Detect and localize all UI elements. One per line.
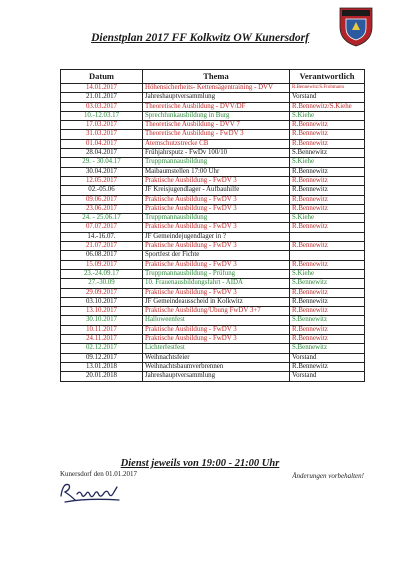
theme-cell: Theoretische Ausbildung - DVV/DF (143, 102, 290, 111)
date-cell: 15.09.2017 (61, 260, 143, 269)
date-cell: 01.04.2017 (61, 139, 143, 148)
table-row (61, 130, 365, 139)
responsible-cell: Vorstand (290, 93, 365, 102)
theme-cell: Praktische Ausbildung - FwDV 3 (143, 204, 290, 213)
changes-note: Änderungen vorbehalten! (292, 472, 364, 480)
responsible-cell: R.Bennewitz (290, 130, 365, 139)
theme-cell: Höhensicherheits- Kettensägentraining - DVV (143, 84, 290, 93)
table-row (61, 372, 365, 381)
responsible-cell: R.Bennewitz (290, 362, 365, 371)
table-row (61, 344, 365, 353)
table-row (61, 251, 365, 260)
theme-cell: Halloweenfest (143, 316, 290, 325)
responsible-cell: R.Bennewitz (290, 195, 365, 204)
responsible-cell: R.Bennewitz (290, 204, 365, 213)
responsible-cell: R.Bennewitz (290, 186, 365, 195)
date-cell: 10.-12.03.17 (61, 111, 143, 120)
table-row (61, 214, 365, 223)
theme-cell: JF Gemeindejugendlager in ? (143, 232, 290, 241)
header-date: Datum (61, 70, 143, 84)
date-cell: 30.04.2017 (61, 167, 143, 176)
responsible-cell (290, 251, 365, 260)
responsible-cell: R.Bennewitz (290, 325, 365, 334)
table-row (61, 195, 365, 204)
date-cell: 29. - 30.04.17 (61, 158, 143, 167)
theme-cell: Truppmannausbildung (143, 214, 290, 223)
theme-cell: Theoretische Ausbildung - DVV 7 (143, 121, 290, 130)
table-row (61, 325, 365, 334)
responsible-cell: R.Bennewitz (290, 242, 365, 251)
responsible-cell: S.Bennewitz (290, 279, 365, 288)
date-cell: 23.06.2017 (61, 204, 143, 213)
date-cell: 03.10.2017 (61, 297, 143, 306)
responsible-cell: R.Bennewitz (290, 307, 365, 316)
responsible-cell: R.Bennewitz (290, 139, 365, 148)
theme-cell: Praktische Ausbildung - FwDV 3 (143, 288, 290, 297)
responsible-cell: R.Bennewitz/S.Kiehe (290, 102, 365, 111)
table-header-row (61, 70, 365, 84)
table-row (61, 176, 365, 185)
date-cell: 31.03.2017 (61, 130, 143, 139)
theme-cell: Sportfest der Fichte (143, 251, 290, 260)
date-cell: 03.03.2017 (61, 102, 143, 111)
table-row (61, 149, 365, 158)
responsible-cell: S.Bennewitz (290, 149, 365, 158)
responsible-cell: R.Bennewitz (290, 121, 365, 130)
date-cell: 28.04.2017 (61, 149, 143, 158)
theme-cell: Jahreshauptversammlung (143, 93, 290, 102)
date-cell: 23.-24.09.17 (61, 269, 143, 278)
table-row (61, 335, 365, 344)
header-responsible: Verantwortlich (290, 70, 365, 84)
responsible-cell: S.Bennewitz (290, 344, 365, 353)
table-row (61, 111, 365, 120)
table-row (61, 297, 365, 306)
date-cell: 10.11.2017 (61, 325, 143, 334)
page-title: Dienstplan 2017 FF Kolkwitz OW Kunersdorf (91, 32, 309, 44)
table-row (61, 269, 365, 278)
theme-cell: 10. Frauenausbildungsfahrt - AIDA (143, 279, 290, 288)
responsible-cell: S.Bennewitz (290, 316, 365, 325)
theme-cell: Maibaumstellen 17:00 Uhr (143, 167, 290, 176)
date-cell: 09.06.2017 (61, 195, 143, 204)
date-cell: 13.10.2017 (61, 307, 143, 316)
table-row (61, 186, 365, 195)
theme-cell: Jahreshauptversammlung (143, 372, 290, 381)
table-row (61, 307, 365, 316)
theme-cell: Praktische Ausbildung - FwDV 3 (143, 260, 290, 269)
table-row (61, 316, 365, 325)
duty-schedule-table (60, 69, 365, 382)
responsible-cell: R.Bennewitz (290, 223, 365, 232)
date-cell: 24.11.2017 (61, 335, 143, 344)
date-cell: 30.10.2017 (61, 316, 143, 325)
responsible-cell: R.Bennewitz (290, 297, 365, 306)
table-row (61, 232, 365, 241)
theme-cell: Theoretische Ausbildung - FwDV 3 (143, 130, 290, 139)
responsible-cell: R.Bennewitz/S.Frohmann (290, 84, 365, 93)
date-cell: 09.12.2017 (61, 353, 143, 362)
theme-cell: Praktische Ausbildung - FwDV 3 (143, 325, 290, 334)
responsible-cell: S.Kiehe (290, 214, 365, 223)
theme-cell: Praktische Ausbildung/Übung FwDV 3+7 (143, 307, 290, 316)
date-cell: 20.01.2018 (61, 372, 143, 381)
table-row (61, 279, 365, 288)
date-cell: 27.-30.09 (61, 279, 143, 288)
responsible-cell: R.Bennewitz (290, 176, 365, 185)
theme-cell: Praktische Ausbildung - FwDV 3 (143, 176, 290, 185)
responsible-cell: R.Bennewitz (290, 288, 365, 297)
service-time-note: Dienst jeweils von 19:00 - 21:00 Uhr (120, 458, 280, 469)
theme-cell: Weihnachtsfeier (143, 353, 290, 362)
table-row (61, 260, 365, 269)
date-cell: 21.07.2017 (61, 242, 143, 251)
theme-cell: Atemschutzstrecke CB (143, 139, 290, 148)
theme-cell: Praktische Ausbildung - FwDV 3 (143, 195, 290, 204)
date-cell: 02.-05.06 (61, 186, 143, 195)
table-row (61, 93, 365, 102)
table-row (61, 242, 365, 251)
date-cell: 24. - 25.06.17 (61, 214, 143, 223)
place-date: Kunersdorf den 01.01.2017 (60, 470, 137, 478)
table-row (61, 121, 365, 130)
header-theme: Thema (143, 70, 290, 84)
table-row (61, 288, 365, 297)
responsible-cell: R.Bennewitz (290, 260, 365, 269)
table-row (61, 139, 365, 148)
handwritten-signature (57, 476, 129, 506)
responsible-cell: S.Kiehe (290, 111, 365, 120)
date-cell: 13.01.2018 (61, 362, 143, 371)
date-cell: 17.03.2017 (61, 121, 143, 130)
theme-cell: Praktische Ausbildung - FwDV 3 (143, 335, 290, 344)
table-row (61, 102, 365, 111)
table-row (61, 167, 365, 176)
theme-cell: Sprechfunkausbildung in Burg (143, 111, 290, 120)
table-row (61, 84, 365, 93)
theme-cell: Weihnachtsbaumverbrennen (143, 362, 290, 371)
theme-cell: Truppmannausbildung (143, 158, 290, 167)
theme-cell: Praktische Ausbildung - FwDV 3 (143, 223, 290, 232)
date-cell: 07.07.2017 (61, 223, 143, 232)
responsible-cell: S.Kiehe (290, 269, 365, 278)
table-row (61, 223, 365, 232)
table-row (61, 204, 365, 213)
date-cell: 06.08.2017 (61, 251, 143, 260)
responsible-cell: R.Bennewitz (290, 335, 365, 344)
table-row (61, 158, 365, 167)
theme-cell: Praktische Ausbildung - FwDV 3 (143, 242, 290, 251)
theme-cell: Lichterfestfest (143, 344, 290, 353)
responsible-cell: R.Bennewitz (290, 167, 365, 176)
date-cell: 21.01.2017 (61, 93, 143, 102)
date-cell: 12.05.2017 (61, 176, 143, 185)
responsible-cell: Vorstand (290, 353, 365, 362)
table-row (61, 362, 365, 371)
fire-department-emblem (337, 5, 375, 47)
theme-cell: Truppmannausbildung - Prüfung (143, 269, 290, 278)
theme-cell: JF Kreisjugendlager - Aufbauhilfe (143, 186, 290, 195)
date-cell: 14.01.2017 (61, 84, 143, 93)
responsible-cell (290, 232, 365, 241)
theme-cell: Frühjahrsputz - FwDv 100/10 (143, 149, 290, 158)
date-cell: 14.-16.07. (61, 232, 143, 241)
responsible-cell: S.Kiehe (290, 158, 365, 167)
table-row (61, 353, 365, 362)
date-cell: 29.09.2017 (61, 288, 143, 297)
date-cell: 02.12.2017 (61, 344, 143, 353)
theme-cell: JF Gemeindeausscheid in Kolkwitz (143, 297, 290, 306)
responsible-cell: Vorstand (290, 372, 365, 381)
